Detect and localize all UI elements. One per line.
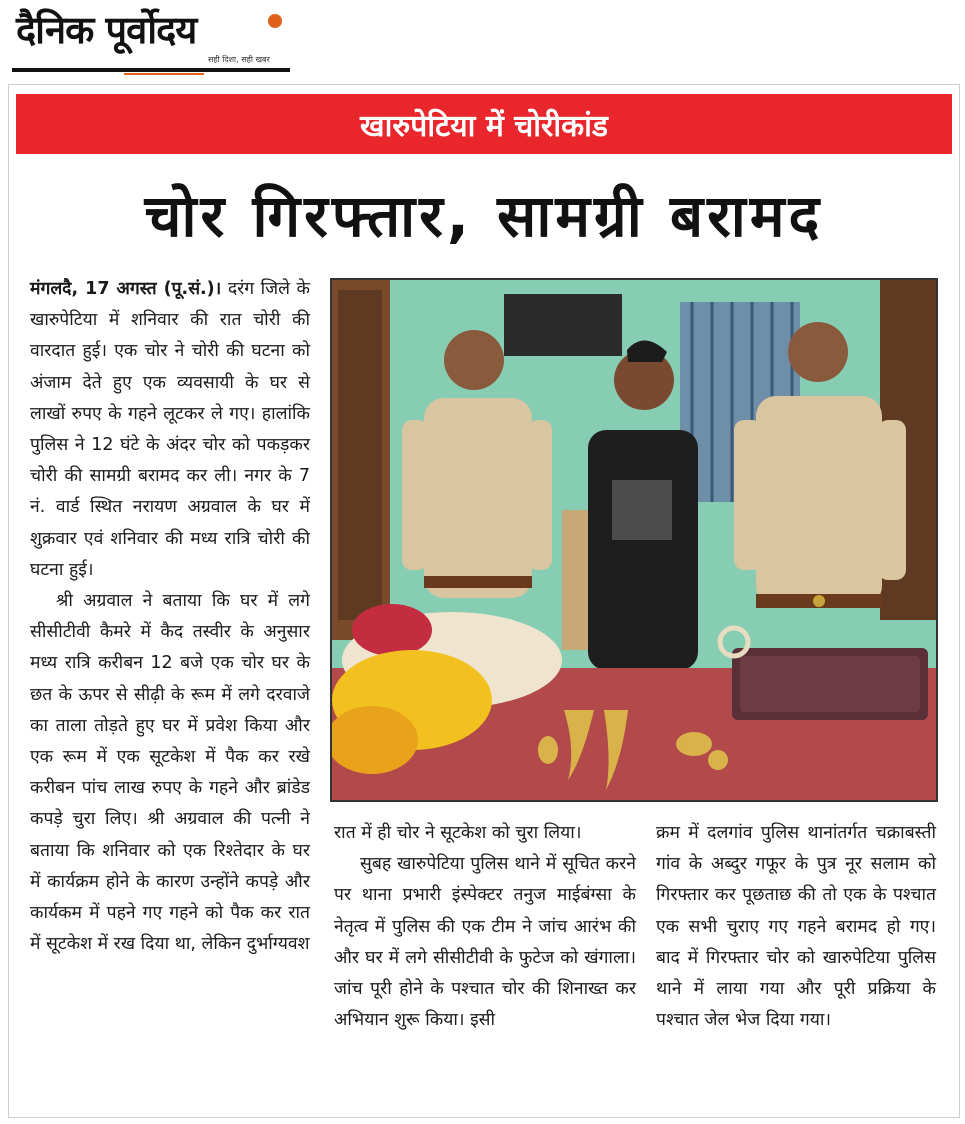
headline: चोर गिरफ्तार, सामग्री बरामद xyxy=(144,182,824,250)
kicker-banner xyxy=(16,94,952,154)
article-column-2 xyxy=(334,818,636,1036)
paragraph-5: क्रम में दलगांव पुलिस थानांतर्गत चक्राबस्ती गांव के अब्दुर गफूर के पुत्र नूर सलाम को गिरफ्तार कर पूछताछ की तो एक के पश्चात एक सभी चुराए गए गहने बरामद हो गए। बाद में गिरफ्तार चोर को खारुपेटिया पुलिस थाने में लाया गया और पूरी प्रक्रिया के पश्चात जेल भेज दिया गया। xyxy=(656,823,936,1031)
paragraph-4: सुबह खारुपेटिया पुलिस थाने में सूचित करने पर थाना प्रभारी इंस्पेक्टर तनुज माईबंग्सा के नेतृत्व में पुलिस की एक टीम ने जांच आरंभ की और घर में लगे सीसीटीवी के फुटेज को खंगाला। जांच पूरी होने के पश्चात चोर की शिनाख्त कर अभियान शुरू किया। इसी xyxy=(334,854,636,1031)
newspaper-name: दैनिक पूर्वोदय xyxy=(16,8,197,52)
newspaper-tagline: सही दिशा, सही खबर xyxy=(208,55,270,64)
kicker-text: खारुपेटिया में चोरीकांड xyxy=(360,108,608,144)
masthead xyxy=(12,6,302,68)
masthead-rule xyxy=(12,68,290,72)
paragraph-1: दरंग जिले के खारुपेटिया में शनिवार की रात चोरी की वारदात हुई। एक चोर ने चोरी की घटना को अंजाम देते हुए एक व्यवसायी के घर से लाखों रुपए के गहने लूटकर ले गए। हालांकि पुलिस ने 12 घंटे के अंदर चोर को पकड़कर चोरी की सामग्री बरामद कर ली। नगर के 7 नं. वार्ड स्थित नरायण अग्रवाल के घर में शुक्रवार एवं शनिवार की मध्य रात्रि चोरी की घटना हुई। xyxy=(30,279,310,580)
article-column-3 xyxy=(656,818,936,1036)
paragraph-2: श्री अग्रवाल ने बताया कि घर में लगे सीसीटीवी कैमरे में कैद तस्वीर के अनुसार मध्य रात्रि करीबन 12 बजे एक चोर घर के छत के ऊपर से सीढ़ी के रूम में लगे दरवाजे का ताला तोड़ते हुए घर में प्रवेश किया और एक रूम में एक सूटकेश में पैक कर रखे करीबन पांच लाख रुपए के गहने और ब्रांडेड कपड़े चुरा लिए। श्री अग्रवाल की पत्नी ने बताया कि शनिवार को एक रिश्तेदार के घर में कार्यक्रम होने के कारण उन्होंने कपड़े और कार्यकम में पहने गए गहने को पैक कर रात में सूटकेश में रख दिया था, लेकिन दुर्भाग्यवश xyxy=(30,591,310,955)
news-photo xyxy=(330,278,938,802)
news-photo-illustration xyxy=(332,280,936,800)
paragraph-3: रात में ही चोर ने सूटकेश को चुरा लिया। xyxy=(334,823,582,843)
dateline: मंगलदै, 17 अगस्त (पू.सं.)। xyxy=(30,279,222,299)
article-column-1 xyxy=(30,274,310,960)
masthead-logo-dot xyxy=(268,14,282,28)
masthead-accent-rule xyxy=(124,73,204,75)
